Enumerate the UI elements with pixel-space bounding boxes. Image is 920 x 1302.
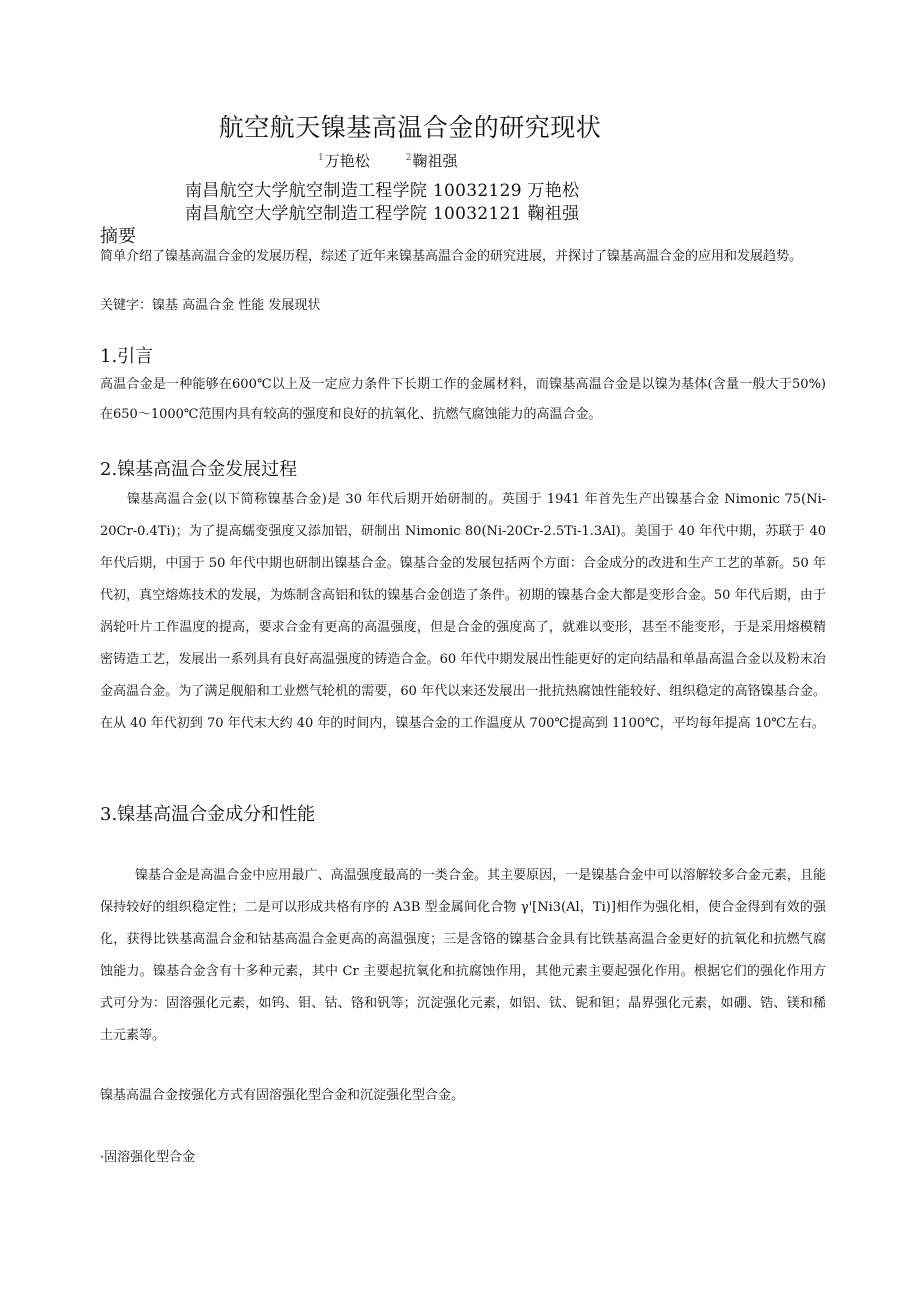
section-heading-intro: 1.引言 xyxy=(100,346,154,367)
author-2-number: 2 xyxy=(405,153,412,163)
abstract-text: 简单介绍了镍基高温合金的发展历程，综述了近年来镍基高温合金的研究进展，并探讨了镍基高温合金的应用和发展趋势。 xyxy=(100,249,803,264)
author-1-name: 万艳松 xyxy=(324,152,370,170)
composition-paragraph: 镍基合金是高温合金中应用最广、高温强度最高的一类合金。其主要原因，一是镍基合金中可以溶解较多合金元素，且能保持较好的组织稳定性；二是可以形成共格有序的 A3B 型金属间化合物 γ'[Ni3(Al，Ti)]相作为强化相，使合金得到有效的强化，获得比铁基高温合金和钴基高温合金更高的高温强度；三是含铬的镍基合金具有比铁基高温合金更好的抗氧化和抗燃气腐蚀能力。镍基合金含有十多种元素，其中 Cr 主要起抗氧化和抗腐蚀作用，其他元素主要起强化作用。根据它们的强化作用方式可分为：固溶强化元素，如钨、钼、钴、铬和钒等；沉淀强化元素，如铝、钛、铌和钽；晶界强化元素，如硼、锆、镁和稀土元素等。 xyxy=(100,868,826,1043)
abstract-heading: 摘要 xyxy=(100,226,136,247)
author-1-number: 1 xyxy=(318,153,324,163)
section-heading-composition: 3.镍基高温合金成分和性能 xyxy=(100,804,316,825)
keywords: 关键字：镍基 高温合金 性能 发展现状 xyxy=(100,298,321,313)
intro-paragraph: 高温合金是一种能够在600℃以上及一定应力条件下长期工作的金属材料，而镍基高温合金是以镍为基体(含量一般大于50%) 在650～1000℃范围内具有较高的强度和良好的抗氧化、抗燃气腐蚀能力的高温合金。 xyxy=(100,377,826,422)
solid-solution-subheading: ·固溶强化型合金 xyxy=(100,1150,196,1165)
history-paragraph: 镍基高温合金(以下简称镍基合金)是 30 年代后期开始研制的。英国于 1941 年首先生产出镍基合金 Nimonic 75(Ni-20Cr-0.4Ti)；为了提高蠕变强度又添加铝，研制出 Nimonic 80(Ni-20Cr-2.5Ti-1.3Al)。美国于 40 年代中期，苏联于 40 年代后期，中国于 50 年代中期也研制出镍基合金。镍基合金的发展包括两个方面：合金成分的改进和生产工艺的革新。50 年代初，真空熔炼技术的发展，为炼制含高铝和钛的镍基合金创造了条件。初期的镍基合金大都是变形合金。50 年代后期，由于涡轮叶片工作温度的提高，要求合金有更高的高温强度，但是合金的强度高了，就难以变形，甚至不能变形，于是采用熔模精密铸造工艺，发展出一系列具有良好高温强度的铸造合金。60 年代中期发展出性能更好的定向结晶和单晶高温合金以及粉末冶金高温合金。为了满足舰船和工业燃气轮机的需要，60 年代以来还发展出一批抗热腐蚀性能较好、组织稳定的高铬镍基合金。在从 40 年代初到 70 年代末大约 40 年的时间内，镍基合金的工作温度从 700℃提高到 1100℃，平均每年提高 10℃左右。 xyxy=(100,492,826,731)
paper-title: 航空航天镍基高温合金的研究现状 xyxy=(218,113,602,142)
affiliation-2: 南昌航空大学航空制造工程学院 10032121 鞠祖强 xyxy=(185,204,580,224)
strengthening-types-paragraph: 镍基高温合金按强化方式有固溶强化型合金和沉淀强化型合金。 xyxy=(100,1088,465,1103)
affiliation-1: 南昌航空大学航空制造工程学院 10032129 万艳松 xyxy=(185,181,580,201)
section-heading-history: 2.镍基高温合金发展过程 xyxy=(100,459,298,480)
author-2-name: 鞠祖强 xyxy=(412,152,458,170)
author-line xyxy=(318,150,458,171)
